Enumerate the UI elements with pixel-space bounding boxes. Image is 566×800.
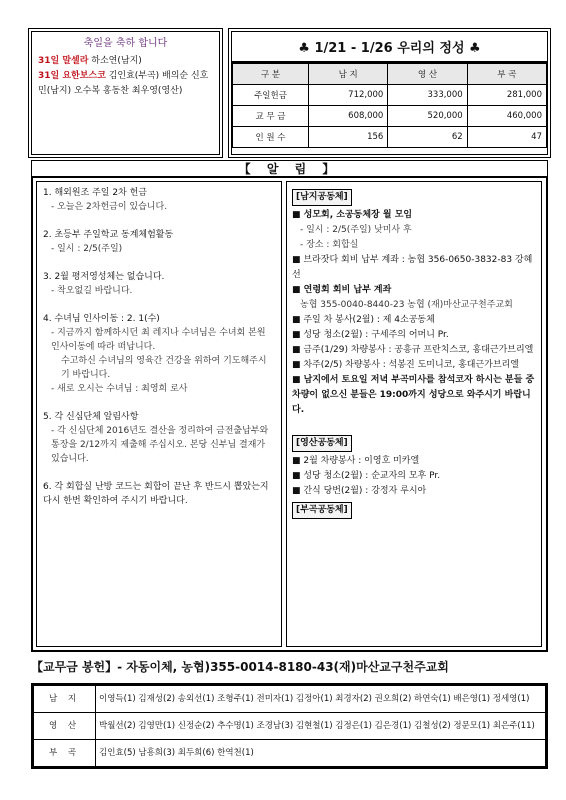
- donor-names: 김인효(5) 남흥희(3) 최두희(6) 한역천(1): [96, 740, 546, 767]
- row-label: 남 지: [34, 686, 96, 713]
- cell-value: 47: [467, 127, 546, 148]
- column-header: 영 산: [388, 64, 467, 85]
- cell-value: 281,000: [467, 85, 546, 106]
- row-label: 부 곡: [34, 740, 96, 767]
- donor-names: 이영득(1) 김재성(2) 송외선(1) 조형주(1) 전미자(1) 김정아(1) 최경자(2) 권오희(2) 하연숙(1) 배은영(1) 정세영(1): [96, 686, 546, 713]
- table-row: [233, 106, 547, 127]
- notice-item-detail: - 착오없길 바랍니다.: [51, 286, 133, 296]
- row-label: 영 산: [34, 713, 96, 740]
- community-item: ■ 성당 청소(2월) : 순교자의 모후 Pr.: [292, 471, 441, 481]
- feast-day-title: 축일을 축하 합니다: [83, 38, 168, 49]
- offering-summary-box: [231, 31, 548, 155]
- offering-title: ♣ 1/21 - 1/26 우리의 정성 ♣: [232, 32, 547, 63]
- feast-day-box: [31, 31, 220, 155]
- community-item: ■ 브라잣다 회비 납부 계좌 : 농협 356-0650-3832-83 강혜선: [292, 255, 533, 280]
- community-heading: [영산공동체]: [292, 435, 352, 452]
- community-item: ■ 금주(1/29) 차량봉사 : 공흥규 프란치스코, 홍대근가브리엘: [292, 345, 534, 355]
- table-row: [34, 713, 546, 740]
- notice-item-detail: - 일시 : 2/5(주일): [51, 244, 123, 254]
- feast-day-date: 31일 요한보스코: [38, 71, 106, 81]
- row-label: 교 무 금: [233, 106, 309, 127]
- notice-panel: [31, 176, 548, 652]
- row-label: 인 원 수: [233, 127, 309, 148]
- community-item-detail: 농협 355-0040-8440-23 농협 (재)마산교구천주교회: [300, 300, 513, 310]
- notice-header: [31, 160, 548, 176]
- offering-header-row: [233, 64, 547, 85]
- feast-day-line-1: [38, 54, 213, 69]
- notice-item-title: 3. 2월 평저영성체는 없습니다.: [43, 272, 165, 282]
- table-row: [233, 127, 547, 148]
- community-item: ■ 주일 차 봉사(2월) : 제 4소공동체: [292, 315, 435, 325]
- donor-names: 박월선(2) 김영만(1) 신정순(2) 추수명(1) 조경남(3) 김현철(1) 김정은(1) 김은경(1) 김철성(2) 정문모(1) 최은주(11): [96, 713, 546, 740]
- offering-table: [232, 63, 547, 148]
- community-item: ■ 간식 당번(2월) : 강정자 루시아: [292, 486, 427, 496]
- notice-item-detail: 수고하신 수녀님의 영육간 건강을 위하여 기도해주시기 바랍니다.: [61, 356, 267, 380]
- column-header: 남 지: [309, 64, 388, 85]
- notice-item-title: 5. 각 신심단체 알림사항: [43, 412, 139, 422]
- feast-day-names: 하소연(남지): [88, 56, 142, 66]
- notice-item-title: 2. 초등부 주일학교 동계체험활동: [43, 230, 174, 240]
- feast-day-line-2: [38, 69, 213, 99]
- table-row: [34, 740, 546, 767]
- cell-value: 520,000: [388, 106, 467, 127]
- column-header: 구 분: [233, 64, 309, 85]
- table-row: [34, 686, 546, 713]
- general-notices: [36, 181, 282, 647]
- column-header: 부 곡: [467, 64, 546, 85]
- feast-day-date: 31일 말셀라: [38, 56, 89, 66]
- community-notices: [286, 181, 542, 647]
- notice-item-detail: - 각 신심단체 2016년도 결산을 정리하여 금전출납부와 통장을 2/12까지 제출해 주십시오. 본당 신부님 결재가 있습니다.: [51, 426, 269, 464]
- notice-item-detail: - 새로 오시는 수녀님 : 최영희 로사: [51, 384, 188, 394]
- notice-item-title: 6. 각 회합실 난방 코드는 회합이 끝난 후 반드시 뽑았는지 다시 한번 확인하여 주시기 바랍니다.: [43, 482, 269, 506]
- notice-item-title: 1. 해외원조 주일 2차 헌금: [43, 188, 148, 198]
- community-item-detail: - 장소 : 회합실: [300, 240, 359, 250]
- cell-value: 333,000: [388, 85, 467, 106]
- notice-item-detail: - 오늘은 2차헌금이 있습니다.: [51, 202, 168, 212]
- row-label: 주일헌금: [233, 85, 309, 106]
- table-row: [233, 85, 547, 106]
- offering-account-line: 【교무금 봉헌】- 자동이체, 농협)355-0014-8180-43(재)마산교구천주교회: [31, 659, 449, 674]
- community-heading: [남지공동체]: [292, 189, 352, 206]
- cell-value: 712,000: [309, 85, 388, 106]
- cell-value: 62: [388, 127, 467, 148]
- notice-item-title: 4. 수녀님 인사이동 : 2. 1(수): [43, 314, 160, 324]
- community-item: ■ 2월 차량봉사 : 이영호 미카엘: [292, 456, 420, 466]
- feast-day-names: 김인효(부곡) 배의순 신호민(남지) 오수복 홍동찬 최우영(영산): [38, 71, 209, 96]
- community-heading: [부곡공동체]: [292, 502, 352, 519]
- cell-value: 460,000: [467, 106, 546, 127]
- community-item: ■ 성당 청소(2월) : 구세주의 어머니 Pr.: [292, 330, 449, 340]
- community-item: ■ 남지에서 토요일 저녁 부곡미사를 참석코자 하시는 분들 중 차량이 없으신 분들은 19:00까지 성당으로 와주시기 바랍니다.: [292, 375, 535, 415]
- notice-item-detail: - 지금까지 함께하시던 최 레지나 수녀님은 수녀회 본원 인사이동에 따라 떠납니다.: [51, 328, 266, 352]
- notice-title: 【 알 림 】: [238, 162, 341, 176]
- donor-table-box: [31, 683, 548, 769]
- community-item: ■ 차주(2/5) 차량봉사 : 석봉진 도미니코, 홍대근가브리엘: [292, 360, 519, 370]
- community-item-detail: - 일시 : 2/5(주일) 낮미사 후: [300, 225, 412, 235]
- cell-value: 156: [309, 127, 388, 148]
- community-item: ■ 연령회 회비 납부 계좌: [292, 285, 392, 295]
- community-item: ■ 성모회, 소공동체장 월 모임: [292, 210, 413, 220]
- cell-value: 608,000: [309, 106, 388, 127]
- donor-table: [33, 685, 546, 767]
